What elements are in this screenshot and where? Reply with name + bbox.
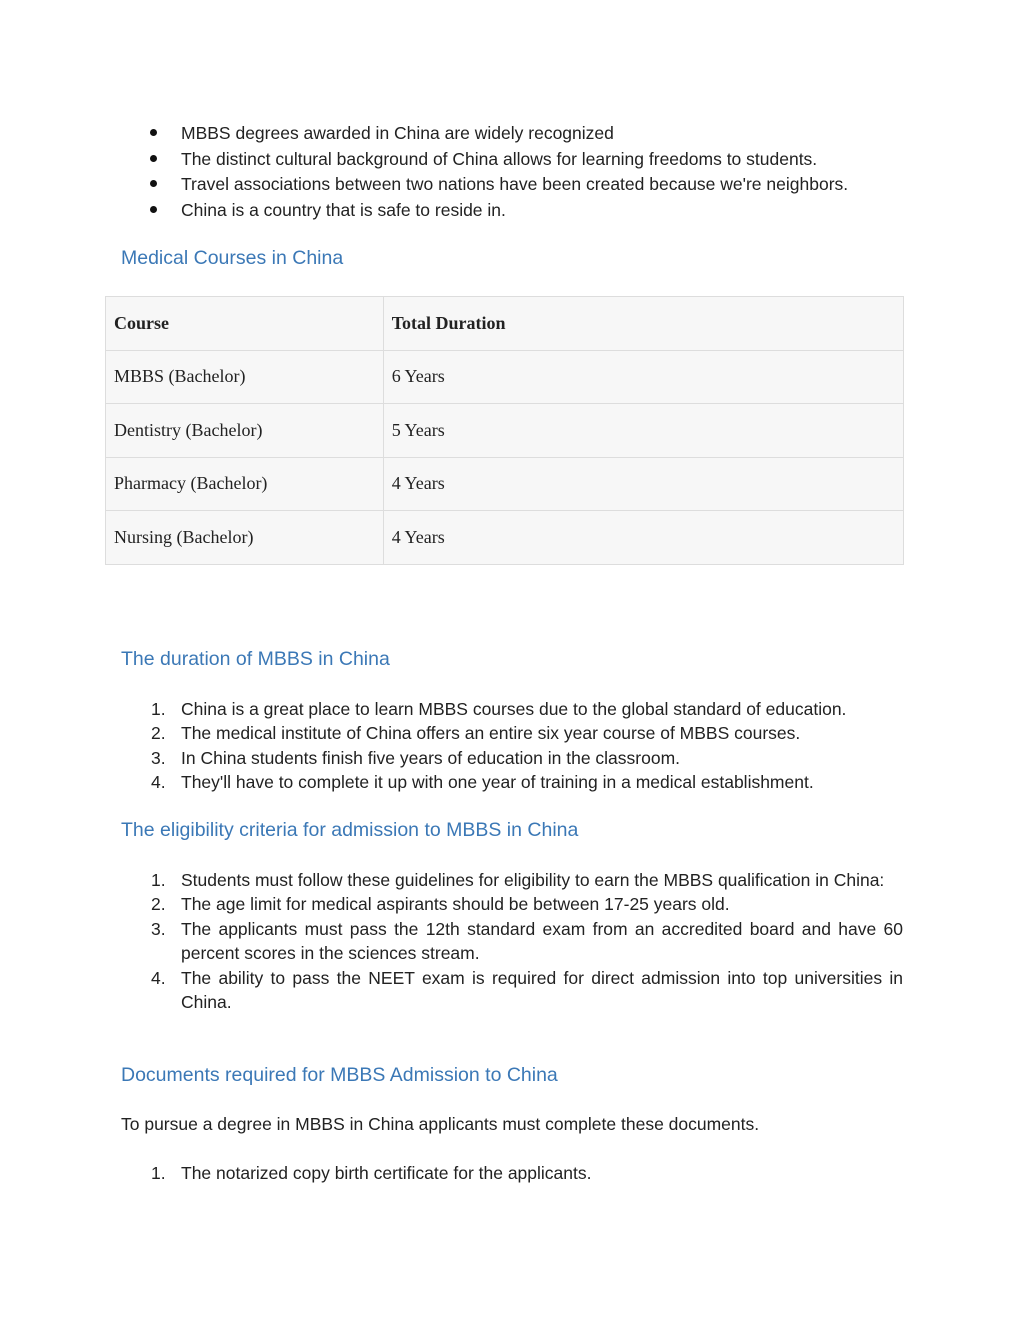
advantages-bullet-list bbox=[150, 121, 910, 224]
column-header-duration: Total Duration bbox=[383, 297, 903, 351]
list-item bbox=[121, 892, 903, 916]
list-text: The medical institute of China offers an entire six year course of MBBS courses. bbox=[181, 723, 801, 744]
duration-cell: 4 Years bbox=[383, 457, 903, 511]
documents-intro-paragraph: To pursue a degree in MBBS in China applicants must complete these documents. bbox=[121, 1114, 760, 1134]
bullet-text: China is a country that is safe to reside in. bbox=[181, 200, 506, 221]
list-number: 3. bbox=[151, 918, 166, 939]
list-text: They'll have to complete it up with one year of training in a medical establishment. bbox=[181, 772, 814, 793]
list-item bbox=[121, 917, 903, 966]
list-number: 1. bbox=[151, 870, 166, 890]
duration-cell: 5 Years bbox=[383, 404, 903, 458]
list-number: 1. bbox=[151, 699, 166, 719]
list-text: Students must follow these guidelines for eligibility to earn the MBBS qualification in China: bbox=[181, 870, 885, 890]
list-item bbox=[121, 966, 903, 1015]
table-row bbox=[106, 404, 904, 458]
bullet-text: MBBS degrees awarded in China are widely recognized bbox=[181, 123, 614, 143]
bullet-text: Travel associations between two nations have been created because we're neighbors. bbox=[181, 174, 849, 195]
list-text: In China students finish five years of education in the classroom. bbox=[181, 747, 681, 768]
list-number: 2. bbox=[151, 723, 166, 744]
table-row bbox=[106, 350, 904, 404]
bullet-text: The distinct cultural background of China allows for learning freedoms to students. bbox=[181, 148, 818, 169]
list-item bbox=[121, 697, 903, 721]
table-header-row bbox=[106, 297, 904, 351]
duration-cell: 6 Years bbox=[383, 350, 903, 404]
list-number: 2. bbox=[151, 894, 166, 915]
list-number: 4. bbox=[151, 967, 166, 988]
course-cell: Dentistry (Bachelor) bbox=[106, 404, 384, 458]
list-number: 3. bbox=[151, 747, 166, 768]
bullet-item bbox=[150, 198, 910, 224]
duration-numbered-list bbox=[121, 697, 903, 795]
table-row bbox=[106, 511, 904, 565]
bullet-item bbox=[150, 172, 910, 198]
documents-heading: Documents required for MBBS Admission to China bbox=[121, 1064, 558, 1086]
course-cell: Pharmacy (Bachelor) bbox=[106, 457, 384, 511]
bullet-dot-icon bbox=[150, 180, 157, 187]
list-item bbox=[121, 868, 903, 892]
list-item bbox=[121, 746, 903, 770]
list-item bbox=[121, 721, 903, 745]
duration-heading: The duration of MBBS in China bbox=[121, 648, 390, 670]
eligibility-heading: The eligibility criteria for admission to MBBS in China bbox=[121, 819, 579, 841]
column-header-course: Course bbox=[106, 297, 384, 351]
list-text: The ability to pass the NEET exam is required for direct admission into top universities in China. bbox=[181, 967, 903, 1013]
table-row bbox=[106, 457, 904, 511]
list-number: 4. bbox=[151, 772, 166, 793]
bullet-dot-icon bbox=[150, 155, 157, 162]
documents-numbered-list bbox=[121, 1161, 903, 1185]
list-text: The notarized copy birth certificate for the applicants. bbox=[181, 1163, 592, 1183]
medical-courses-table bbox=[105, 296, 904, 565]
list-text: The age limit for medical aspirants should be between 17-25 years old. bbox=[181, 894, 730, 915]
list-text: The applicants must pass the 12th standard exam from an accredited board and have 60 percent scores in the sciences stream. bbox=[181, 918, 903, 964]
duration-cell: 4 Years bbox=[383, 511, 903, 565]
bullet-dot-icon bbox=[150, 129, 157, 136]
eligibility-numbered-list bbox=[121, 868, 903, 1014]
list-item bbox=[121, 770, 903, 794]
course-cell: Nursing (Bachelor) bbox=[106, 511, 384, 565]
bullet-item bbox=[150, 121, 910, 147]
bullet-dot-icon bbox=[150, 206, 157, 213]
list-item bbox=[121, 1161, 903, 1185]
list-number: 1. bbox=[151, 1163, 166, 1183]
course-cell: MBBS (Bachelor) bbox=[106, 350, 384, 404]
courses-heading: Medical Courses in China bbox=[121, 247, 344, 269]
list-text: China is a great place to learn MBBS courses due to the global standard of education. bbox=[181, 699, 847, 719]
bullet-item bbox=[150, 147, 910, 173]
